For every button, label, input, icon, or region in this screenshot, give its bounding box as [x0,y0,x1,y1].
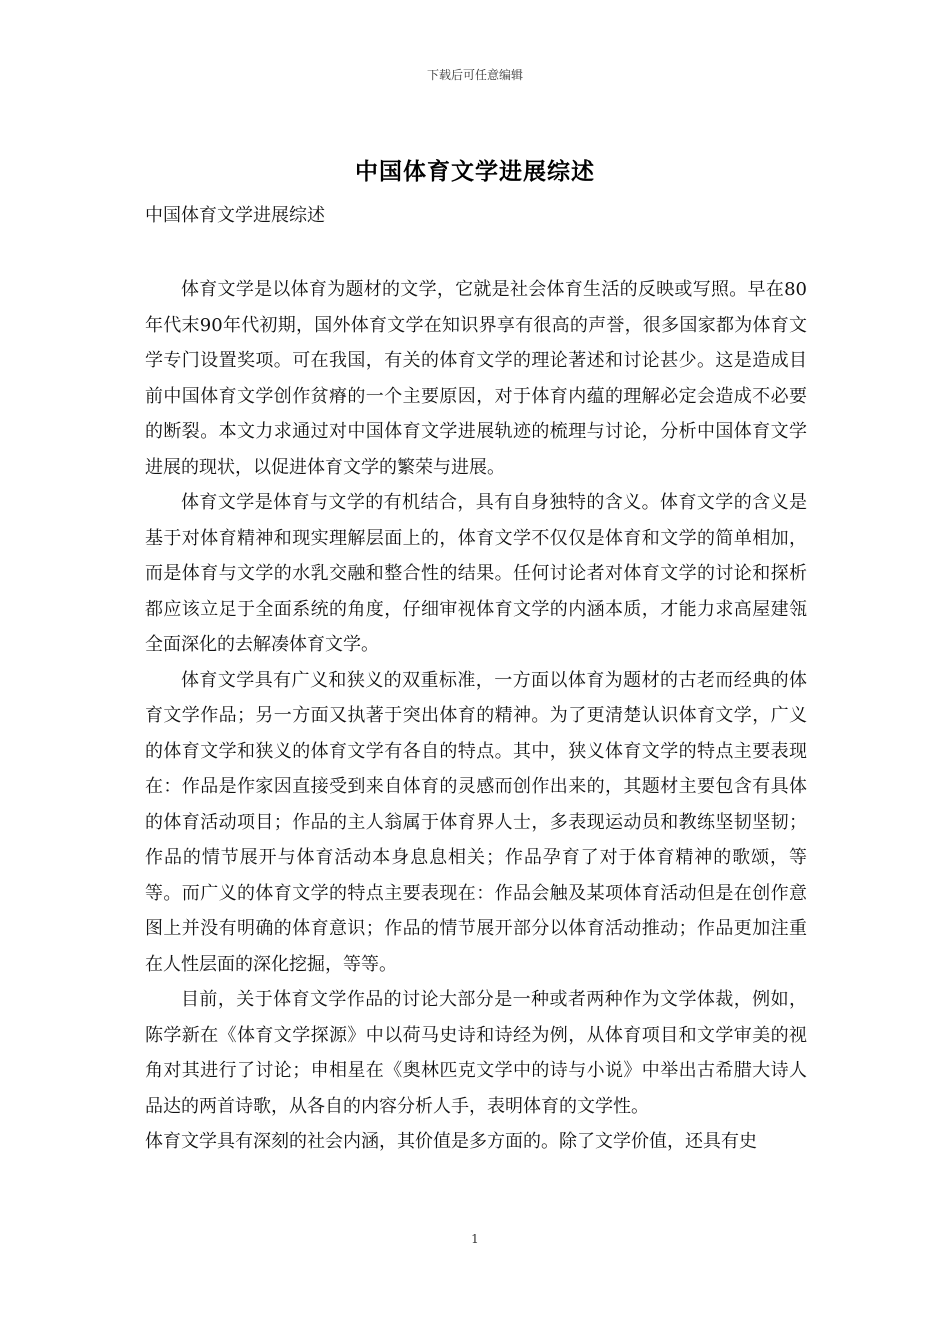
paragraph: 体育文学具有深刻的社会内涵，其价值是多方面的。除了文学价值，还具有史 [145,1131,757,1152]
paragraph: 目前，关于体育文学作品的讨论大部分是一种或者两种作为文学体裁，例如，陈学新在《体育文学探源》中以荷马史诗和诗经为例，从体育项目和文学审美的视角对其进行了讨论；申相星在《奥林匹克文学中的诗与小说》中举出古希腊大诗人品达的两首诗歌，从各自的内容分析人手，表明体育的文学性。 [145,989,807,1117]
document-title: 中国体育文学进展综述 [355,158,595,185]
paragraph: 体育文学具有广义和狭义的双重标准，一方面以体育为题材的古老而经典的体育文学作品；另一方面又执著于突出体育的精神。为了更清楚认识体育文学，广义的体育文学和狭义的体育文学有各自的特点。其中，狭义体育文学的特点主要表现在：作品是作家因直接受到来自体育的灵感而创作出来的，其题材主要包含有具体的体育活动项目；作品的主人翁属于体育界人士，多表现运动员和教练坚韧坚韧；作品的情节展开与体育活动本身息息相关；作品孕育了对于体育精神的歌颂，等等。而广义的体育文学的特点主要表现在：作品会触及某项体育活动但是在创作意图上并没有明确的体育意识；作品的情节展开部分以体育活动推动；作品更加注重在人性层面的深化挖掘，等等。 [145,669,807,975]
document-body [145,272,807,1160]
paragraph: 体育文学是以体育为题材的文学，它就是社会体育生活的反映或写照。早在80年代末90年代初期，国外体育文学在知识界享有很高的声誉，很多国家都为体育文学专门设置奖项。可在我国，有关的体育文学的理论著述和讨论甚少。这是造成目前中国体育文学创作贫瘠的一个主要原因，对于体育内蕴的理解必定会造成不必要的断裂。本文力求通过对中国体育文学进展轨迹的梳理与讨论，分析中国体育文学进展的现状，以促进体育文学的繁荣与进展。 [145,279,807,478]
document-subtitle: 中国体育文学进展综述 [145,205,325,226]
page-number: 1 [471,1232,479,1246]
paragraph: 体育文学是体育与文学的有机结合，具有自身独特的含义。体育文学的含义是基于对体育精神和现实理解层面上的，体育文学不仅仅是体育和文学的简单相加，而是体育与文学的水乳交融和整合性的结果。任何讨论者对体育文学的讨论和探析都应该立足于全面系统的角度，仔细审视体育文学的内涵本质，才能力求高屋建瓴全面深化的去解凑体育文学。 [145,492,807,655]
page-header: 下载后可任意编辑 [426,68,523,82]
